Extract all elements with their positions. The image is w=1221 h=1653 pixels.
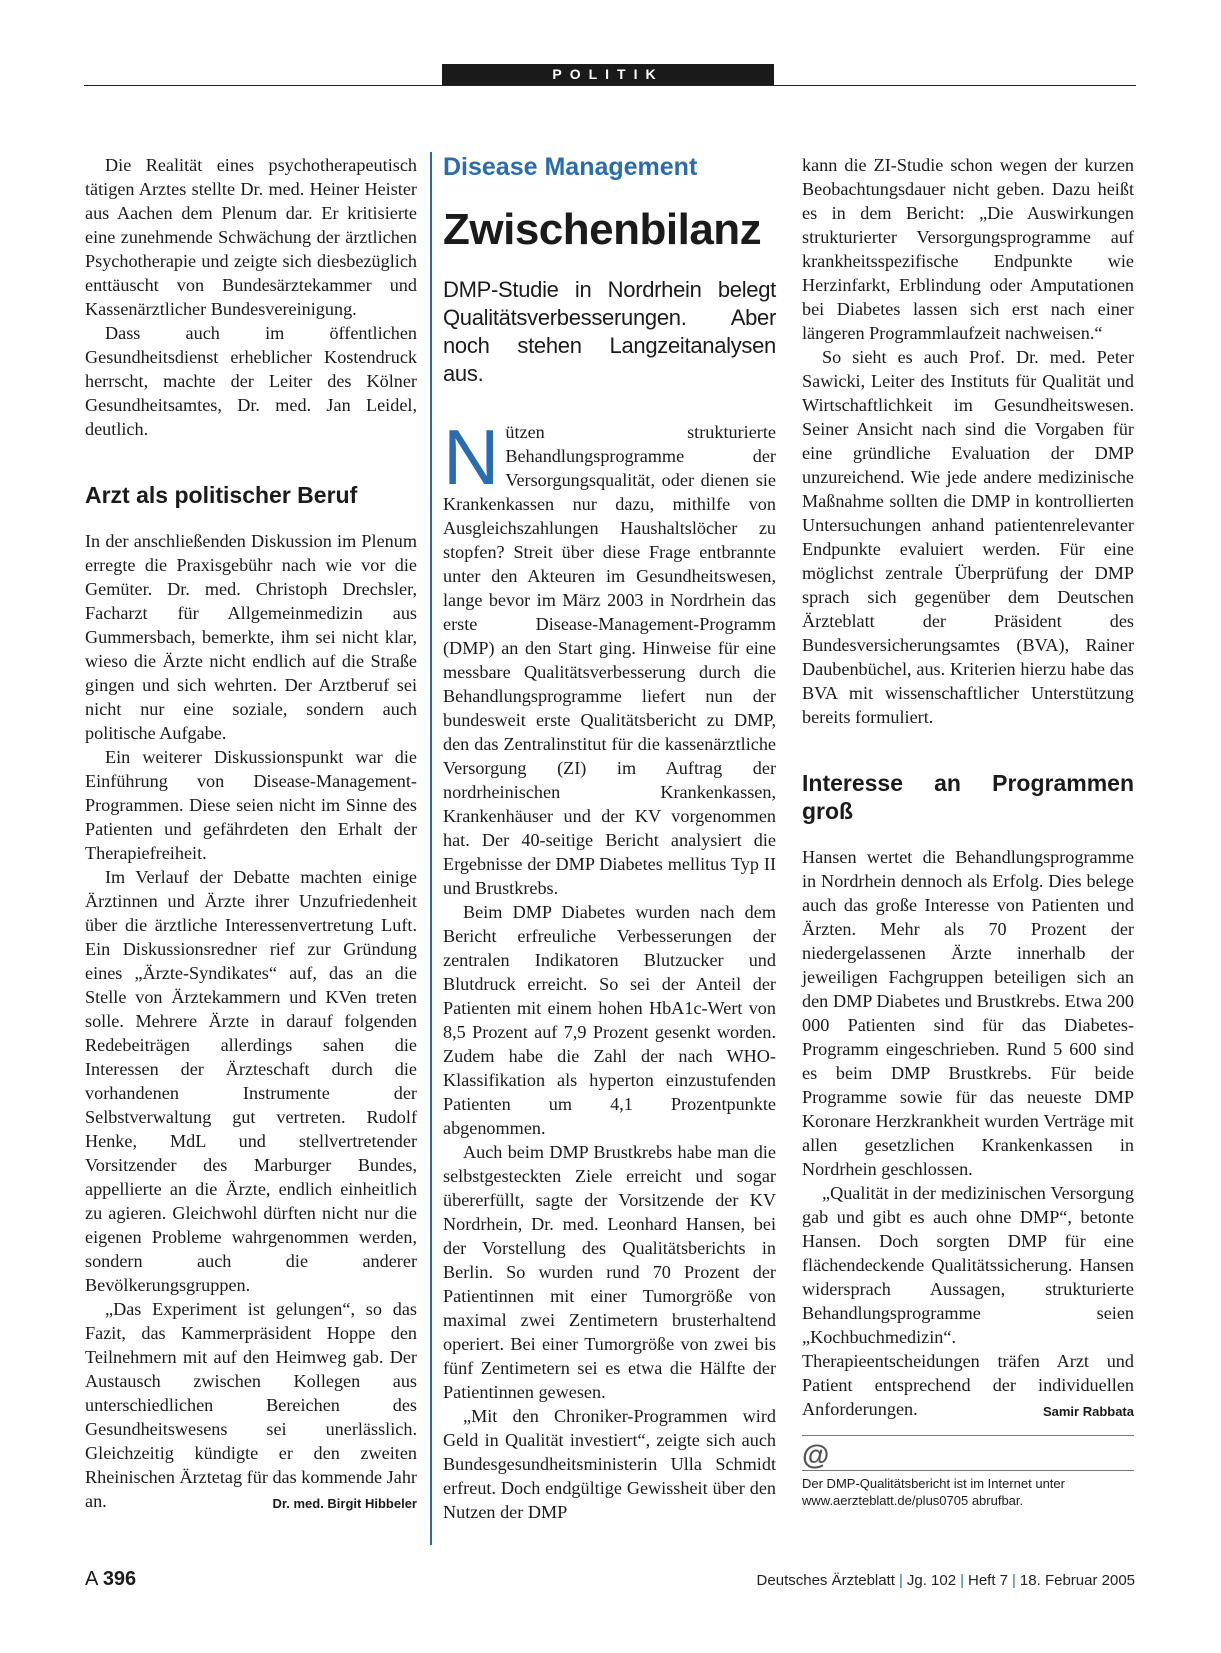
paragraph	[802, 1181, 1134, 1421]
article-kicker: Disease Management	[443, 153, 698, 181]
paragraph: Im Verlauf der Debatte machten einige Ärztinnen und Ärzte ihrer Unzufriedenheit über die ärztliche Interessenvertretung Luft. Ein Diskussionsredner rief zur Gründung eines „Ärzte-Syndikates“ auf, das an die Stelle von Ärztekammern und KVen treten solle. Mehrere Ärzte in darauf folgenden Redebeiträgen allerdings sahen die Interessen der Ärzteschaft durch die vorhandenen Instrumente der Selbstverwaltung gut vertreten. Rudolf Henke, MdL und stellvertretender Vorsitzender des Marburger Bundes, appellierte an die Ärzte, endlich einheitlich zu agieren. Gleichwohl dürften nicht nur die eigenen Probleme wahrgenommen werden, sondern auch die anderer Bevölkerungsgruppen.	[85, 867, 417, 1295]
paragraph: „Mit den Chroniker-Programmen wird Geld in Qualität investiert“, zeigte sich auch Bundesgesundheitsministerin Ulla Schmidt erfreut. Doch endgültige Gewissheit über den Nutzen der DMP	[443, 1406, 776, 1522]
lead-paragraph	[443, 413, 776, 900]
author-byline: Dr. med. Birgit Hibbeler	[272, 1496, 417, 1511]
right-column	[802, 153, 1134, 1509]
section-label: POLITIK	[442, 64, 774, 85]
journal-info	[757, 1572, 1135, 1589]
header-rule	[84, 85, 1136, 86]
subheading: Interesse an Programmen groß	[802, 770, 1134, 824]
paragraph: So sieht es auch Prof. Dr. med. Peter Sawicki, Leiter des Instituts für Qualität und Wirtschaftlichkeit im Gesundheitswesen. Seiner Ansicht nach sind die Vorgaben für eine gründliche Evaluation der DMP unzureichend. Wie jede andere medizinische Maßnahme sollten die DMP in kontrollierten Untersuchungen anhand patientenrelevanter Endpunkte evaluiert werden. Für eine möglichst zentrale Überprüfung der DMP sprach sich gegenüber dem Deutschen Ärzteblatt der Präsident des Bundesversicherungsamtes (BVA), Rainer Daubenbüchel, aus. Kriterien hierzu habe das BVA mit wissenschaftlicher Unterstützung bereits formuliert.	[802, 347, 1134, 727]
paragraph: Dass auch im öffentlichen Gesundheitsdienst erheblicher Kostendruck herrscht, machte der Leiter des Kölner Gesundheitsamtes, Dr. med. Jan Leidel, deutlich.	[85, 323, 417, 439]
web-note	[802, 1435, 1134, 1509]
page-number-value: 396	[102, 1568, 137, 1590]
journal-name: Deutsches Ärzteblatt	[756, 1572, 895, 1589]
paragraph: Die Realität eines psychotherapeutisch tätigen Arztes stellte Dr. med. Heiner Heister aus Aachen dem Plenum dar. Er kritisierte eine zunehmende Schwächung der ärztlichen Psychotherapie und zeigte sich diesbezüglich enttäuscht von Bundesärztekammer und Kassenärztlicher Bundesvereinigung.	[85, 155, 417, 319]
paragraph: Hansen wertet die Behandlungsprogramme in Nordrhein dennoch als Erfolg. Dies belege auch das große Interesse von Patienten und Ärzten. Mehr als 70 Prozent der niedergelassenen Ärzte innerhalb der jeweiligen Fachgruppen beteiligen sich an den DMP Diabetes und Brustkrebs. Etwa 200 000 Patienten sind für das Diabetes-Programm eingeschrieben. Rund 5 600 sind es beim DMP Brustkrebs. Für beide Programme sowie für das neueste DMP Koronare Herzkrankheit wurden Verträge mit allen gesetzlichen Krankenkassen in Nordrhein geschlossen.	[802, 847, 1134, 1179]
at-icon: @	[802, 1439, 830, 1470]
author-byline: Samir Rabbata	[1042, 1404, 1134, 1419]
lead-text: ützen strukturierte Behandlungsprogramme der Versorgungsqualität, oder dienen sie Krankenkassen nur dazu, mithilfe von Ausgleichszahlungen Haushaltslöcher zu stopfen? Streit über diese Frage entbrannte unter den Akteuren im Gesundheitswesen, lange bevor im März 2003 in Nordrhein das erste Disease-Management-Programm (DMP) an den Start ging. Hinweise für eine messbare Qualitätsverbesserung durch die Behandlungsprogramme liefert nun der bundesweit erste Qualitätsbericht zu DMP, den das Zentralinstitut für die kassenärztliche Versorgung (ZI) im Auftrag der nordrheinischen Krankenkassen, Krankenhäuser und der KV vorgenommen hat. Der 40-seitige Bericht analysiert die Ergebnisse der DMP Diabetes mellitus Typ II und Brustkrebs.	[443, 422, 776, 898]
article-deck: DMP-Studie in Nordrhein belegt Qualitätsverbesserungen. Aber noch stehen Langzeitanalysen aus.	[443, 277, 776, 386]
paragraph: Ein weiterer Diskussionspunkt war die Einführung von Disease-Management-Programmen. Diese seien nicht im Sinne des Patienten und gefährdeten den Erhalt der Therapiefreiheit.	[85, 747, 417, 863]
column-rule	[430, 152, 432, 1545]
page-number	[85, 1568, 136, 1591]
web-note-text: Der DMP-Qualitätsbericht ist im Internet unter www.aerzteblatt.de/plus0705 abrufbar.	[802, 1470, 1134, 1509]
separator: |	[898, 1572, 903, 1589]
separator: |	[960, 1572, 964, 1589]
paragraph-text: „Das Experiment ist gelungen“, so das Fazit, das Kammerpräsident Hoppe den Teilnehmern mit auf den Heimweg gab. Der Austausch zwischen Kollegen aus unterschiedlichen Bereichen des Gesundheitswesens sei unerlässlich. Gleichzeitig kündigte er den zweiten Rheinischen Ärztetag für das kommende Jahr an.	[85, 1299, 417, 1511]
journal-issue: Heft 7	[967, 1572, 1009, 1589]
journal-date: 18. Februar 2005	[1019, 1572, 1135, 1589]
paragraph: Beim DMP Diabetes wurden nach dem Bericht erfreuliche Verbesserungen der zentralen Indikatoren Blutzucker und Blutdruck erreicht. So sei der Anteil der Patienten mit einem hohen HbA1c-Wert von 8,5 Prozent auf 7,9 Prozent gesenkt worden. Zudem habe die Zahl der nach WHO-Klassifikation als hyperton einzustufenden Patienten um 4,1 Prozentpunkte abgenommen.	[443, 902, 776, 1138]
paragraph	[85, 1297, 417, 1513]
page-prefix: A	[85, 1568, 98, 1590]
subheading: Arzt als politischer Beruf	[85, 482, 358, 508]
paragraph: In der anschließenden Diskussion im Plenum erregte die Praxisgebühr nach wie vor die Gemüter. Dr. med. Christoph Drechsler, Facharzt für Allgemeinmedizin aus Gummersbach, bemerkte, ihm sei nicht klar, wieso die Ärzte nicht endlich auf die Straße gingen und sich wehrten. Der Arztberuf sei nicht nur eine soziale, sondern auch politische Aufgabe.	[85, 531, 417, 743]
paragraph: Auch beim DMP Brustkrebs habe man die selbstgesteckten Ziele erreicht und sogar übererfüllt, sagte der Vorsitzende der KV Nordrhein, Dr. med. Leonhard Hansen, bei der Vorstellung des Qualitätsberichts in Berlin. So wurden rund 70 Prozent der Patientinnen mit einer Tumorgröße von maximal zwei Zentimetern brusterhaltend operiert. Bei einer Tumorgröße von zwei bis fünf Zentimetern sei es etwa die Hälfte der Patientinnen gewesen.	[443, 1142, 776, 1402]
drop-cap: N	[443, 413, 500, 501]
article-headline: Zwischenbilanz	[443, 205, 762, 254]
paragraph: kann die ZI-Studie schon wegen der kurzen Beobachtungsdauer nicht geben. Dazu heißt es in dem Bericht: „Die Auswirkungen strukturierter Versorgungsprogramme auf krankheitsspezifische Endpunkte wie Herzinfarkt, Erblindung oder Amputationen bei Diabetes lassen sich erst nach einer längeren Programmlaufzeit nachweisen.“	[802, 155, 1134, 343]
article-column	[443, 152, 776, 1524]
journal-volume: Jg. 102	[906, 1572, 957, 1589]
separator: |	[1012, 1572, 1016, 1589]
left-column	[85, 153, 417, 1516]
paragraph-text: „Qualität in der medizinischen Versorgung gab und gibt es auch ohne DMP“, betonte Hansen. Doch sorgten DMP für eine flächendeckende Qualitätssicherung. Hansen widersprach Aussagen, strukturierte Behandlungsprogramme seien „Kochbuchmedizin“. Therapieentscheidungen träfen Arzt und Patient entsprechend der individuellen Anforderungen.	[802, 1183, 1134, 1419]
